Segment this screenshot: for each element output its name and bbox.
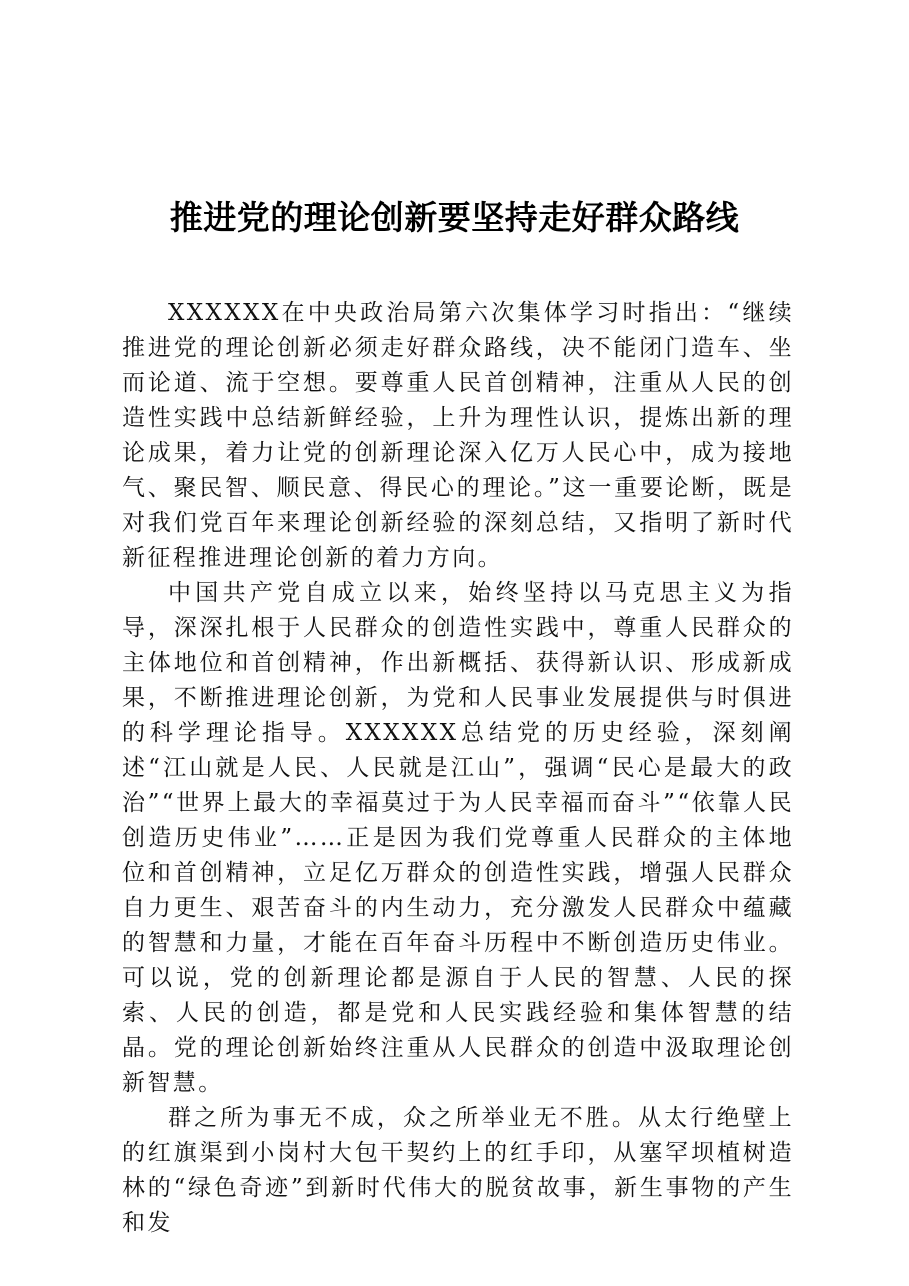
document-title: 推进党的理论创新要坚持走好群众路线: [169, 198, 740, 237]
document-body: [122, 296, 794, 1241]
paragraph-3: 群之所为事无不成，众之所举业无不胜。从太行绝壁上的红旗渠到小岗村大包干契约上的红手印，从塞罕坝植树造林的“绿色奇迹”到新时代伟大的脱贫故事，新生事物的产生和发: [122, 1105, 794, 1236]
paragraph-2: 中国共产党自成立以来，始终坚持以马克思主义为指导，深深扎根于人民群众的创造性实践中，尊重人民群众的主体地位和首创精神，作出新概括、获得新认识、形成新成果，不断推进理论创新，为党和人民事业发展提供与时俱进的科学理论指导。XXXXXX总结党的历史经验，深刻阐述“江山就是人民、人民就是江山”，强调“民心是最大的政治”“世界上最大的幸福莫过于为人民幸福而奋斗”“依靠人民创造历史伟业”……正是因为我们党尊重人民群众的主体地位和首创精神，立足亿万群众的创造性实践，增强人民群众自力更生、艰苦奋斗的内生动力，充分激发人民群众中蕴藏的智慧和力量，才能在百年奋斗历程中不断创造历史伟业。可以说，党的创新理论都是源自于人民的智慧、人民的探索、人民的创造，都是党和人民实践经验和集体智慧的结晶。党的理论创新始终注重从人民群众的创造中汲取理论创新智慧。: [122, 580, 794, 1096]
paragraph-1: XXXXXX在中央政治局第六次集体学习时指出：“继续推进党的理论创新必须走好群众路线，决不能闭门造车、坐而论道、流于空想。要尊重人民首创精神，注重从人民的创造性实践中总结新鲜经验，上升为理性认识，提炼出新的理论成果，着力让党的创新理论深入亿万人民心中，成为接地气、聚民智、顺民意、得民心的理论。”这一重要论断，既是对我们党百年来理论创新经验的深刻总结，又指明了新时代新征程推进理论创新的着力方向。: [122, 300, 794, 571]
